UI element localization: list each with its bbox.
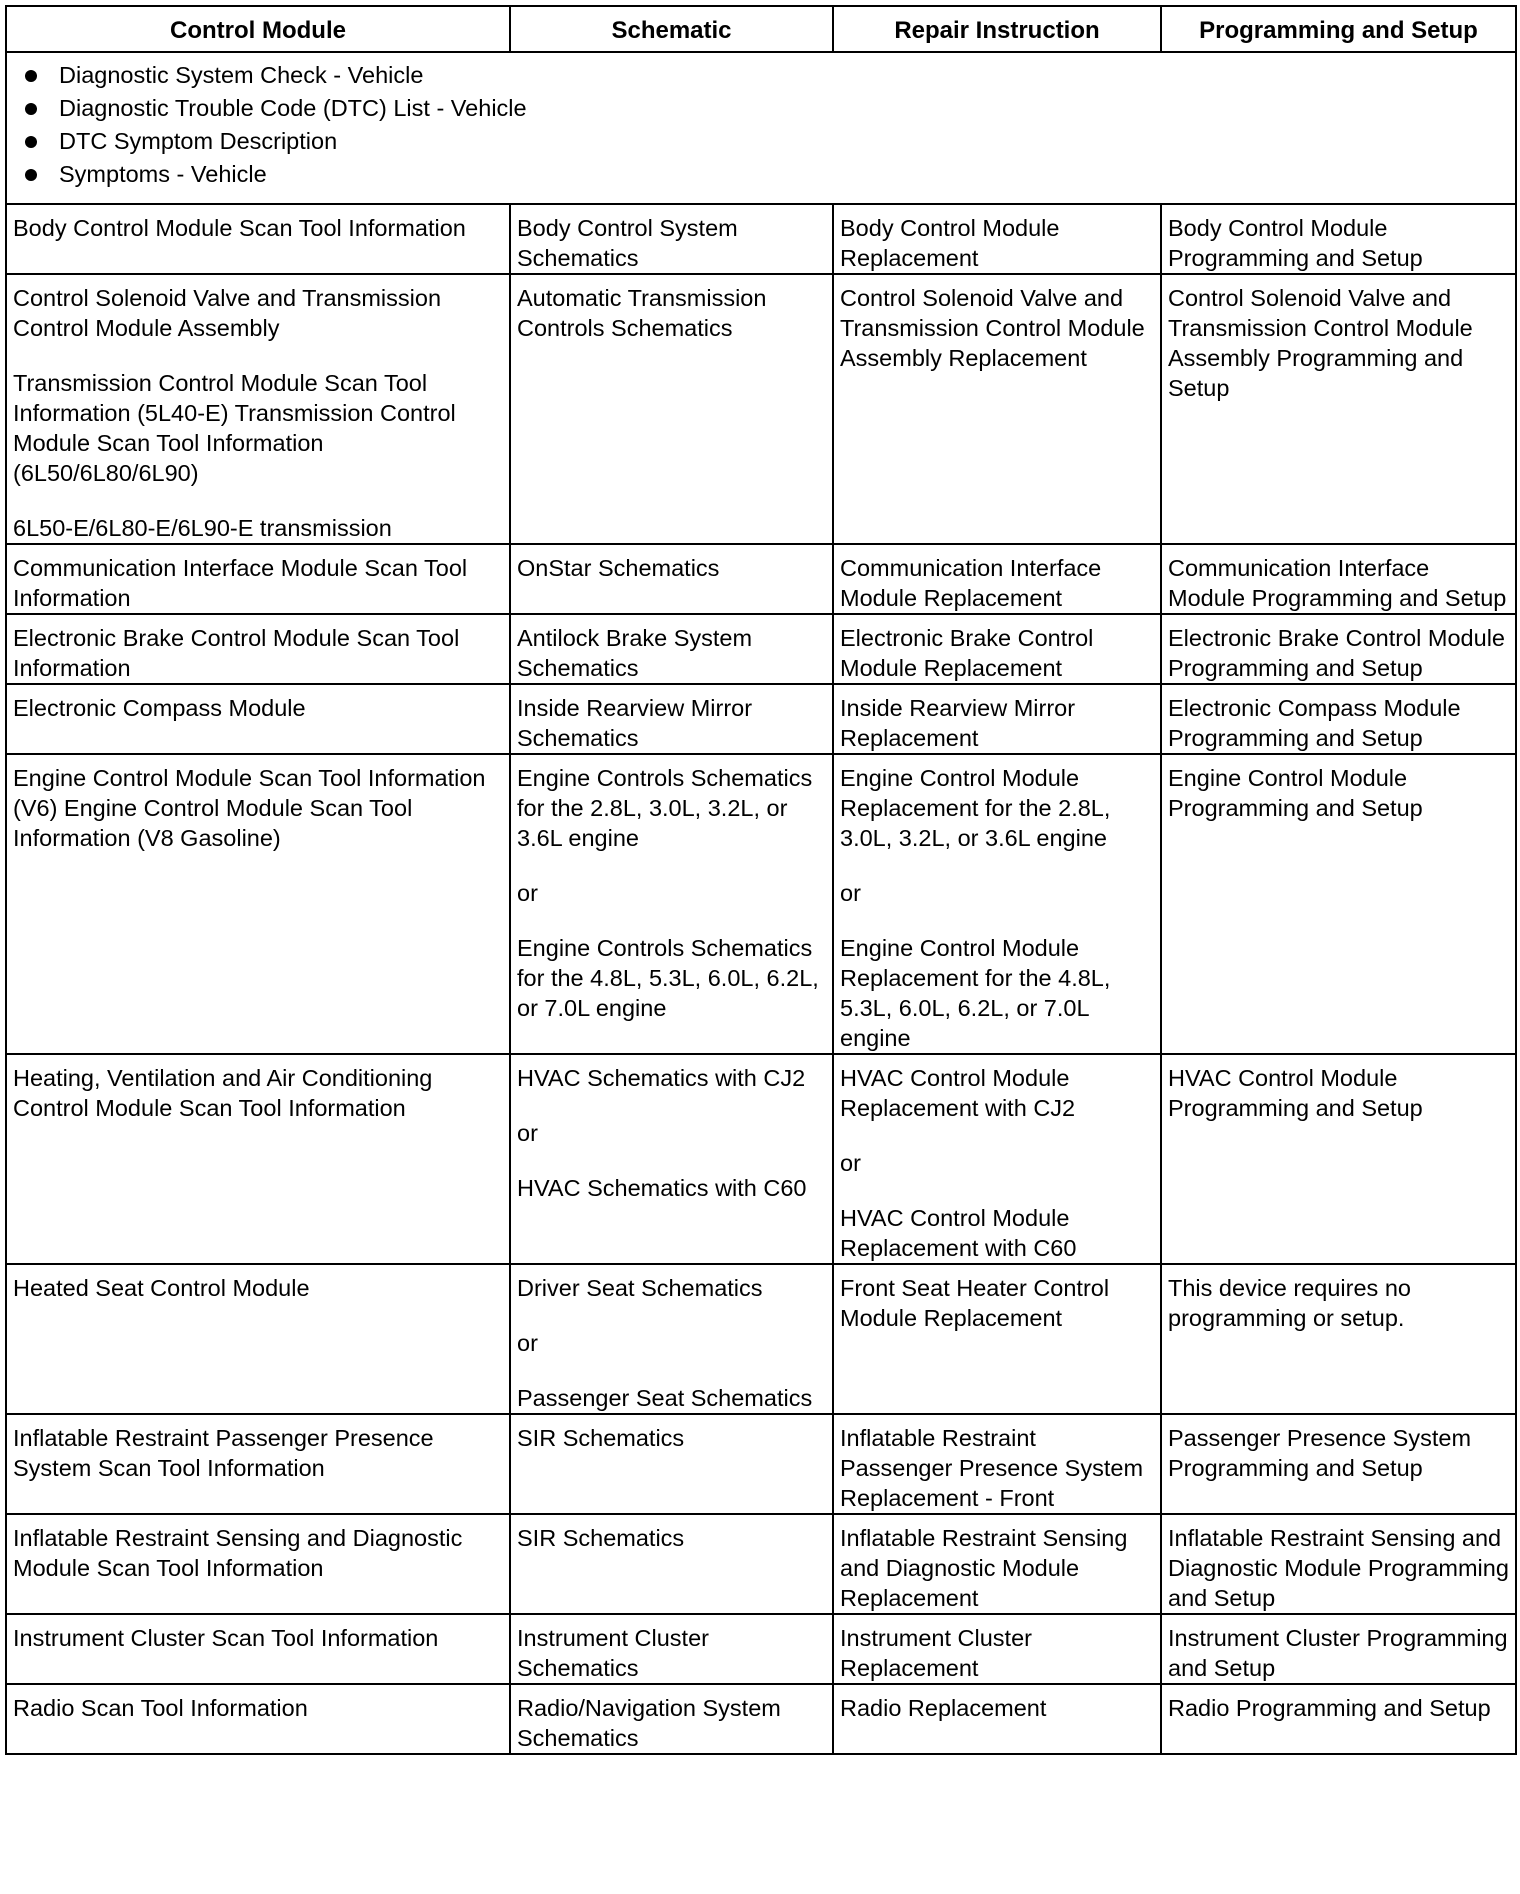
table-row [6, 544, 1516, 614]
link-text[interactable]: Electronic Brake Control Module Programming and Setup [1168, 625, 1505, 681]
cell-schematic [510, 1054, 833, 1264]
link-text[interactable]: Control Solenoid Valve and Transmission Control Module Assembly Programming and Setup [1168, 285, 1473, 401]
cell-repair-instruction [833, 1414, 1161, 1514]
or-separator: or [517, 1330, 538, 1356]
table-row [6, 204, 1516, 274]
cell-schematic [510, 1614, 833, 1684]
module-text: Body Control Module Scan Tool Information [13, 215, 466, 241]
link-text[interactable]: Engine Control Module Replacement for the 4.8L, 5.3L, 6.0L, 6.2L, or 7.0L engine [840, 935, 1111, 1051]
table-row [6, 1414, 1516, 1514]
or-separator: or [840, 1150, 861, 1176]
cell-control-module [6, 1614, 510, 1684]
link-text[interactable]: Inside Rearview Mirror Schematics [517, 695, 753, 751]
module-text: Communication Interface Module Scan Tool Information [13, 555, 468, 611]
cell-schematic [510, 684, 833, 754]
link-text[interactable]: Engine Controls Schematics for the 4.8L, 5.3L, 6.0L, 6.2L, or 7.0L engine [517, 935, 819, 1021]
link-text[interactable]: Antilock Brake System Schematics [517, 625, 753, 681]
header-programming-setup: Programming and Setup [1161, 6, 1516, 52]
cell-programming-setup [1161, 544, 1516, 614]
link-text[interactable]: Body Control Module Programming and Setup [1168, 215, 1423, 271]
header-row [6, 6, 1516, 52]
link-text[interactable]: Instrument Cluster Programming and Setup [1168, 1625, 1508, 1681]
link-text[interactable]: OnStar Schematics [517, 555, 720, 581]
table-row [6, 1684, 1516, 1754]
link-text[interactable]: HVAC Control Module Replacement with C60 [840, 1205, 1077, 1261]
list-item[interactable]: Diagnostic System Check - Vehicle [23, 59, 1509, 92]
cell-schematic [510, 204, 833, 274]
cell-programming-setup [1161, 754, 1516, 1054]
link-text[interactable]: Radio/Navigation System Schematics [517, 1695, 781, 1751]
link-text[interactable]: Inflatable Restraint Sensing and Diagnostic Module Programming and Setup [1168, 1525, 1509, 1611]
table-row [6, 1514, 1516, 1614]
link-text[interactable]: Engine Control Module Replacement for the 2.8L, 3.0L, 3.2L, or 3.6L engine [840, 765, 1111, 851]
cell-schematic [510, 274, 833, 544]
link-text[interactable]: Engine Control Module Programming and Setup [1168, 765, 1423, 821]
cell-repair-instruction [833, 684, 1161, 754]
or-separator: or [840, 880, 861, 906]
cell-repair-instruction [833, 1264, 1161, 1414]
link-text[interactable]: Communication Interface Module Replacement [840, 555, 1102, 611]
link-text[interactable]: Body Control System Schematics [517, 215, 738, 271]
cell-repair-instruction [833, 1684, 1161, 1754]
cell-repair-instruction [833, 274, 1161, 544]
cell-programming-setup [1161, 614, 1516, 684]
table-row [6, 1054, 1516, 1264]
link-text[interactable]: Inside Rearview Mirror Replacement [840, 695, 1076, 751]
cell-control-module [6, 1054, 510, 1264]
control-module-reference-table [5, 5, 1515, 1755]
link-text[interactable]: Electronic Brake Control Module Replacement [840, 625, 1094, 681]
module-text: Engine Control Module Scan Tool Information (V6) Engine Control Module Scan Tool Information (V8 Gasoline) [13, 765, 486, 851]
cell-control-module [6, 684, 510, 754]
link-text[interactable]: SIR Schematics [517, 1425, 685, 1451]
cell-control-module [6, 1514, 510, 1614]
link-text[interactable]: Inflatable Restraint Sensing and Diagnostic Module Replacement [840, 1525, 1128, 1611]
cell-programming-setup [1161, 204, 1516, 274]
cell-repair-instruction [833, 204, 1161, 274]
link-text[interactable]: Inflatable Restraint Passenger Presence System Replacement - Front [840, 1425, 1144, 1511]
cell-control-module [6, 1264, 510, 1414]
general-row [6, 52, 1516, 204]
reference-table [5, 5, 1517, 1755]
link-text[interactable]: Radio Programming and Setup [1168, 1695, 1491, 1721]
cell-schematic [510, 754, 833, 1054]
link-text[interactable]: This device requires no programming or setup. [1168, 1275, 1411, 1331]
header-schematic: Schematic [510, 6, 833, 52]
cell-control-module [6, 544, 510, 614]
link-text[interactable]: Electronic Compass Module Programming and Setup [1168, 695, 1461, 751]
cell-control-module [6, 614, 510, 684]
module-text: Instrument Cluster Scan Tool Information [13, 1625, 439, 1651]
cell-repair-instruction [833, 1614, 1161, 1684]
link-text[interactable]: Instrument Cluster Replacement [840, 1625, 1032, 1681]
cell-schematic [510, 1514, 833, 1614]
cell-control-module [6, 754, 510, 1054]
list-item[interactable]: Diagnostic Trouble Code (DTC) List - Vehicle [23, 92, 1509, 125]
table-row [6, 614, 1516, 684]
cell-control-module [6, 1684, 510, 1754]
cell-repair-instruction [833, 1514, 1161, 1614]
link-text[interactable]: Passenger Seat Schematics [517, 1385, 813, 1411]
list-item[interactable]: DTC Symptom Description [23, 125, 1509, 158]
cell-programming-setup [1161, 684, 1516, 754]
table-row [6, 754, 1516, 1054]
module-text: Electronic Compass Module [13, 695, 306, 721]
link-text[interactable]: Front Seat Heater Control Module Replacement [840, 1275, 1110, 1331]
cell-schematic [510, 614, 833, 684]
link-text[interactable]: Communication Interface Module Programming and Setup [1168, 555, 1507, 611]
header-control-module: Control Module [6, 6, 510, 52]
link-text[interactable]: SIR Schematics [517, 1525, 685, 1551]
cell-programming-setup [1161, 1614, 1516, 1684]
link-text[interactable]: Driver Seat Schematics [517, 1275, 763, 1301]
link-text[interactable]: Passenger Presence System Programming and Setup [1168, 1425, 1472, 1481]
module-text: Inflatable Restraint Sensing and Diagnostic Module Scan Tool Information [13, 1525, 463, 1581]
cell-control-module [6, 274, 510, 544]
module-text: Electronic Brake Control Module Scan Tool Information [13, 625, 460, 681]
header-repair-instruction: Repair Instruction [833, 6, 1161, 52]
table-row [6, 1614, 1516, 1684]
cell-programming-setup [1161, 1264, 1516, 1414]
cell-programming-setup [1161, 274, 1516, 544]
module-text: Heated Seat Control Module [13, 1275, 310, 1301]
or-separator: or [517, 880, 538, 906]
link-text[interactable]: Instrument Cluster Schematics [517, 1625, 709, 1681]
cell-schematic [510, 1264, 833, 1414]
cell-repair-instruction [833, 614, 1161, 684]
module-text: 6L50-E/6L80-E/6L90-E transmission [13, 515, 392, 541]
table-row [6, 1264, 1516, 1414]
general-list [13, 57, 1509, 199]
link-text[interactable]: HVAC Control Module Replacement with CJ2 [840, 1065, 1076, 1121]
link-text[interactable]: HVAC Schematics with CJ2 [517, 1065, 806, 1091]
link-text[interactable]: Control Solenoid Valve and Transmission Control Module Assembly Replacement [840, 285, 1145, 371]
module-text: Radio Scan Tool Information [13, 1695, 308, 1721]
module-text: Control Solenoid Valve and Transmission Control Module Assembly [13, 285, 442, 341]
cell-schematic [510, 1684, 833, 1754]
link-text[interactable]: Body Control Module Replacement [840, 215, 1060, 271]
list-item[interactable]: Symptoms - Vehicle [23, 158, 1509, 191]
general-cell [6, 52, 1516, 204]
cell-programming-setup [1161, 1414, 1516, 1514]
cell-repair-instruction [833, 1054, 1161, 1264]
link-text[interactable]: Radio Replacement [840, 1695, 1047, 1721]
table-row [6, 684, 1516, 754]
cell-schematic [510, 1414, 833, 1514]
cell-programming-setup [1161, 1684, 1516, 1754]
module-text: Transmission Control Module Scan Tool Information (5L40-E) Transmission Control Module Scan Tool Information (6L50/6L80/6L90) [13, 370, 456, 486]
module-text: Inflatable Restraint Passenger Presence System Scan Tool Information [13, 1425, 434, 1481]
or-separator: or [517, 1120, 538, 1146]
cell-repair-instruction [833, 754, 1161, 1054]
link-text[interactable]: HVAC Control Module Programming and Setup [1168, 1065, 1423, 1121]
cell-programming-setup [1161, 1054, 1516, 1264]
cell-programming-setup [1161, 1514, 1516, 1614]
cell-repair-instruction [833, 544, 1161, 614]
link-text[interactable]: Automatic Transmission Controls Schematics [517, 285, 767, 341]
module-text: Heating, Ventilation and Air Conditioning Control Module Scan Tool Information [13, 1065, 433, 1121]
link-text[interactable]: HVAC Schematics with C60 [517, 1175, 807, 1201]
cell-control-module [6, 204, 510, 274]
link-text[interactable]: Engine Controls Schematics for the 2.8L, 3.0L, 3.2L, or 3.6L engine [517, 765, 813, 851]
cell-schematic [510, 544, 833, 614]
table-row [6, 274, 1516, 544]
cell-control-module [6, 1414, 510, 1514]
